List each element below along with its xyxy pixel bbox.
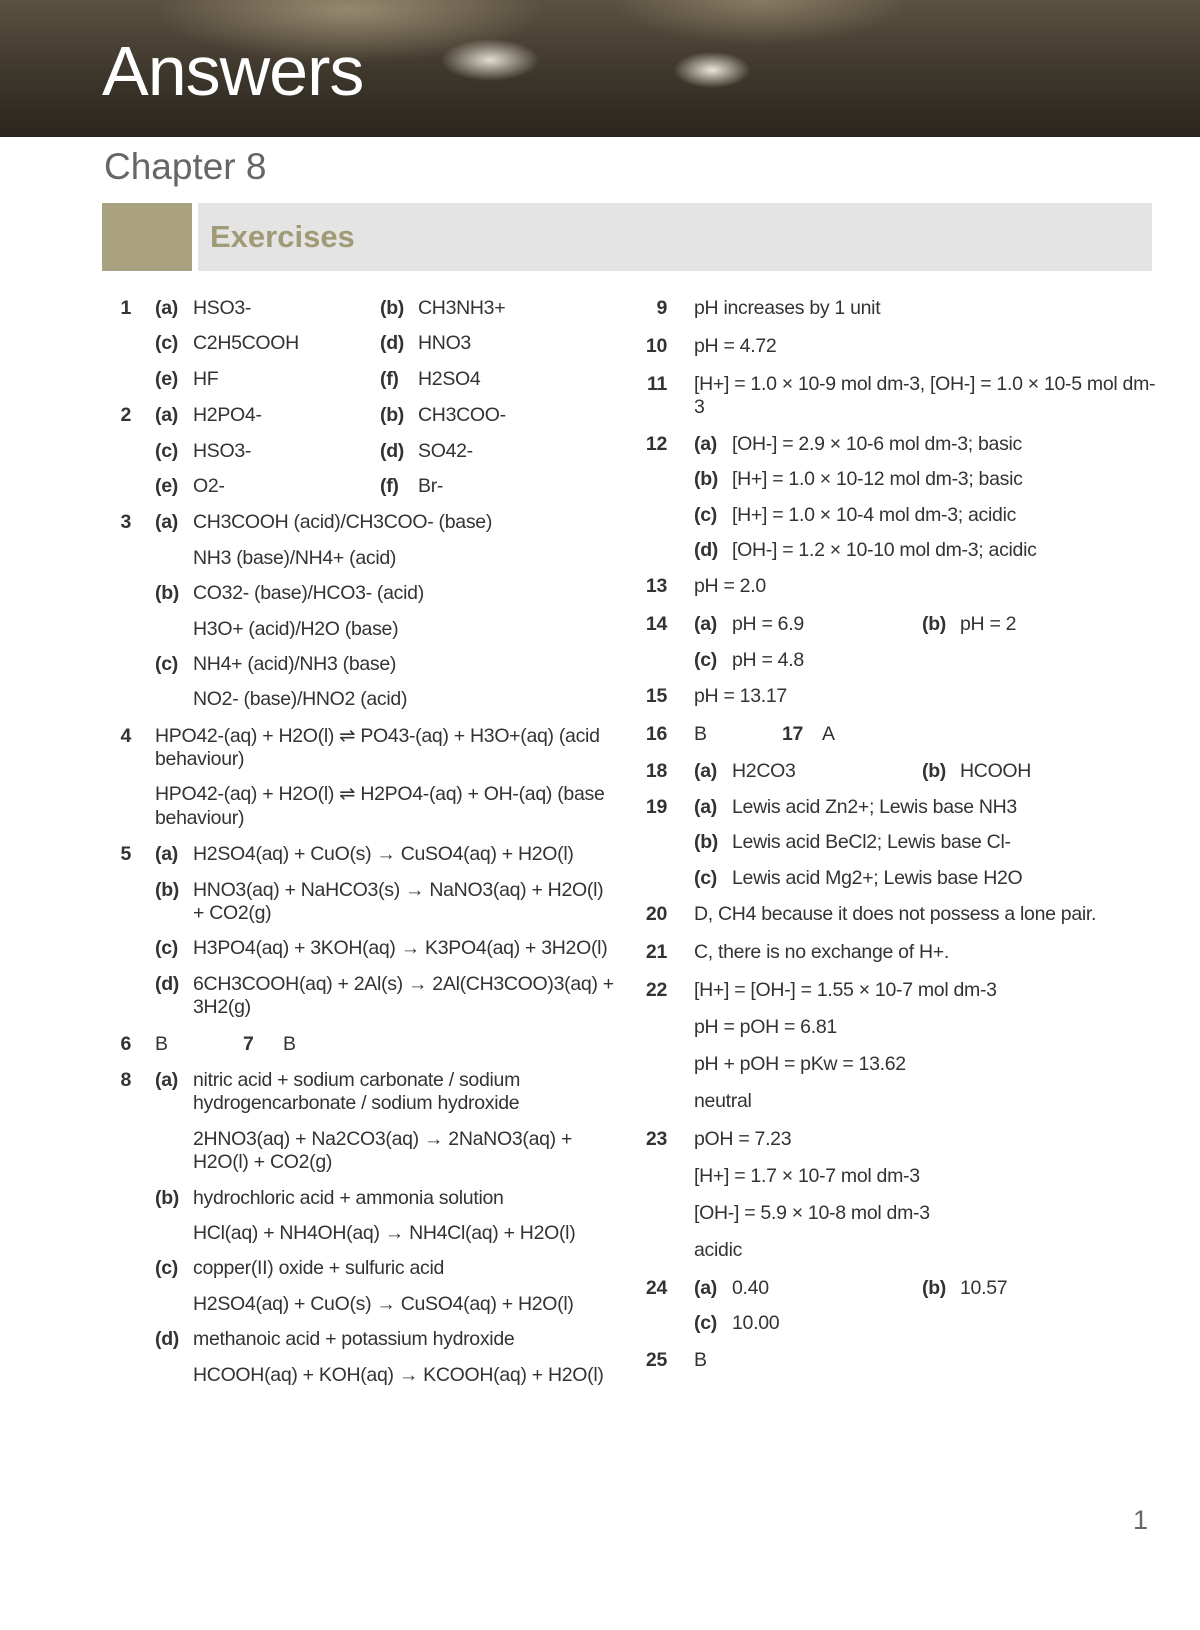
answer-text: Lewis acid Zn2+; Lewis base NH3 [732,795,1017,818]
answer-text: pOH = 7.23 [694,1128,792,1151]
answer-text: H2CO3 [732,759,796,782]
answer-text: [H+] = 1.0 × 10-12 mol dm-3; basic [732,468,1023,491]
part-label: (b) [922,613,946,636]
answer-8 [117,1069,617,1387]
answer-text: B [694,723,707,746]
answer-text: [H+] = [OH-] = 1.55 × 10-7 mol dm-3 [694,979,997,1002]
header-banner [0,0,1200,137]
part-label: (c) [694,1312,717,1335]
answer-23 [640,1128,1160,1264]
answer-text: CH3COO- [418,404,506,427]
question-number: 18 [645,759,667,782]
answer-text: HF [193,367,219,390]
answer-text: HPO42-(aq) + H2O(l) ⇌ H2PO4-(aq) + OH-(aq) (base behaviour) [155,783,605,829]
answer-text: hydrochloric acid + ammonia solution [193,1186,504,1209]
answer-text: H2PO4- [193,404,262,427]
question-number: 6 [120,1032,131,1055]
part-label: (b) [155,1186,179,1209]
answer-text: [OH-] = 1.2 × 10-10 mol dm-3; acidic [732,538,1037,561]
question-number: 5 [120,843,131,866]
answer-text: pH = 13.17 [694,685,787,708]
part-label: (b) [922,759,946,782]
answer-text: O2- [193,474,225,497]
part-label: (a) [155,297,178,319]
answer-text: H3PO4(aq) + 3KOH(aq) → K3PO4(aq) + 3H2O(l) [193,937,608,960]
part-label: (d) [380,332,404,355]
answer-text: H2SO4(aq) + CuO(s) → CuSO4(aq) + H2O(l) [193,843,574,866]
part-label: (c) [155,439,178,462]
answer-text: B [155,1032,168,1055]
part-label: (c) [694,866,717,889]
answer-text: [OH-] = 5.9 × 10-8 mol dm-3 [694,1202,930,1225]
part-label: (f) [380,367,399,390]
answer-2 [117,404,617,498]
answer-text: 2HNO3(aq) + Na2CO3(aq) → 2NaNO3(aq) + H2O(l) + CO2(g) [193,1127,573,1174]
question-number: 22 [645,979,667,1002]
answer-text: 6CH3COOH(aq) + 2Al(s) → 2Al(CH3COO)3(aq) + 3H2(g) [193,972,614,1019]
answer-21 [640,941,1160,966]
answer-6-7 [117,1033,617,1056]
answer-15 [640,685,1160,710]
question-number: 23 [645,1128,667,1151]
part-label: (c) [155,937,178,960]
part-label: (b) [922,1277,946,1300]
answer-text: [H+] = 1.0 × 10-9 mol dm-3, [OH-] = 1.0 × 10-5 mol dm-3 [694,373,1156,419]
answer-text: H2SO4(aq) + CuO(s) → CuSO4(aq) + H2O(l) [193,1292,574,1315]
answer-text: Lewis acid Mg2+; Lewis base H2O [732,866,1023,889]
answer-text: H3O+ (acid)/H2O (base) [193,617,399,640]
answer-18 [640,760,1160,783]
part-label: (f) [380,474,399,497]
part-label: (e) [155,367,178,390]
answer-text: nitric acid + sodium carbonate / sodium hydrogencarbonate / sodium hydroxide [193,1068,521,1115]
answer-11 [640,373,1160,420]
part-label: (c) [155,652,178,675]
answer-10 [640,335,1160,360]
question-number: 17 [782,723,804,746]
answer-1 [117,297,617,391]
answer-13 [640,575,1160,600]
answer-text: pH = 2 [960,613,1017,636]
answer-text: H2SO4 [418,367,481,390]
question-number: 3 [120,511,131,534]
answer-text: HNO3(aq) + NaHCO3(s) → NaNO3(aq) + H2O(l) + CO2(g) [193,878,604,925]
page-number: 1 [1132,1505,1148,1535]
answer-text: SO42- [418,439,473,462]
question-number: 8 [120,1068,131,1091]
answer-text: pH = 6.9 [732,613,804,636]
answer-text: B [283,1032,296,1055]
part-label: (a) [155,1068,178,1091]
answer-text: pH increases by 1 unit [694,297,881,319]
answer-text: pH = 4.72 [694,335,777,357]
answers-left-column [117,297,617,1400]
part-label: (b) [380,297,404,319]
part-label: (b) [155,878,179,901]
answer-text: [H+] = 1.7 × 10-7 mol dm-3 [694,1165,920,1188]
part-label: (c) [155,332,178,355]
part-label: (c) [694,648,717,671]
question-number: 15 [645,685,667,708]
answer-text: Br- [418,474,444,497]
part-label: (d) [694,538,718,561]
answers-right-column [640,297,1160,1387]
answer-4 [117,725,617,831]
answer-text: pH = 2.0 [694,575,766,598]
answer-text: HNO3 [418,332,471,355]
answer-text: pH = 4.8 [732,648,804,671]
part-label: (a) [155,404,178,427]
question-number: 16 [645,723,667,746]
answer-19 [640,796,1160,890]
answer-text: NH3 (base)/NH4+ (acid) [193,546,397,569]
answer-12 [640,433,1160,563]
part-label: (a) [694,759,717,782]
answer-9 [640,297,1160,322]
answer-text: HCOOH [960,759,1032,782]
section-title: Exercises [210,219,355,254]
part-label: (c) [694,503,717,526]
answer-text: CH3COOH (acid)/CH3COO- (base) [193,511,493,534]
answer-text: 10.57 [960,1277,1008,1300]
part-label: (a) [694,432,717,455]
answer-text: copper(II) oxide + sulfuric acid [193,1257,445,1280]
chapter-heading: Chapter 8 [104,146,267,187]
answer-5 [117,843,617,1019]
part-label: (e) [155,474,178,497]
question-number: 12 [645,432,667,455]
part-label: (a) [155,511,178,534]
answer-text: [OH-] = 2.9 × 10-6 mol dm-3; basic [732,432,1023,455]
question-number: 21 [645,941,667,964]
question-number: 25 [645,1348,667,1371]
answer-text: NH4+ (acid)/NH3 (base) [193,652,397,675]
answer-text: 0.40 [732,1277,769,1300]
answer-text: B [694,1348,707,1371]
answer-text: C2H5COOH [193,332,299,355]
question-number: 13 [645,575,667,598]
answer-22 [640,979,1160,1115]
answer-text: D, CH4 because it does not possess a lone pair. [694,903,1097,926]
section-bar [102,203,1152,271]
part-label: (b) [380,404,404,427]
question-number: 7 [243,1032,254,1055]
answer-text: pH + pOH = pKw = 13.62 [694,1053,906,1076]
answer-text: NO2- (base)/HNO2 (acid) [193,688,408,711]
question-number: 1 [120,297,131,319]
answer-text: CH3NH3+ [418,297,506,319]
part-label: (a) [155,843,178,866]
part-label: (d) [155,972,179,995]
answer-text: HSO3- [193,439,252,462]
section-swatch [102,203,192,271]
answer-text: Lewis acid BeCl2; Lewis base Cl- [732,831,1011,854]
answer-text: methanoic acid + potassium hydroxide [193,1328,515,1351]
answer-text: acidic [694,1239,743,1262]
part-label: (a) [694,1277,717,1300]
answer-24 [640,1277,1160,1336]
part-label: (c) [155,1257,178,1280]
answer-text: C, there is no exchange of H+. [694,941,949,964]
answer-text: pH = pOH = 6.81 [694,1016,837,1039]
question-number: 24 [645,1277,667,1300]
answer-text: A [822,723,835,746]
answer-text: HCOOH(aq) + KOH(aq) → KCOOH(aq) + H2O(l) [193,1363,604,1386]
part-label: (b) [694,468,718,491]
answer-text: HPO42-(aq) + H2O(l) ⇌ PO43-(aq) + H3O+(aq) (acid behaviour) [155,724,600,771]
answer-3 [117,511,617,711]
question-number: 19 [645,795,667,818]
part-label: (b) [694,831,718,854]
question-number: 2 [120,404,131,427]
part-label: (a) [694,613,717,636]
part-label: (b) [155,582,179,605]
answer-20 [640,903,1160,928]
question-number: 9 [656,297,667,319]
question-number: 11 [646,373,667,395]
answer-text: HCl(aq) + NH4OH(aq) → NH4Cl(aq) + H2O(l) [193,1221,576,1244]
answer-text: neutral [694,1090,752,1113]
part-label: (a) [694,795,717,818]
answer-16-17 [640,723,1160,746]
question-number: 20 [645,903,667,926]
answer-text: HSO3- [193,297,252,319]
answer-text: [H+] = 1.0 × 10-4 mol dm-3; acidic [732,503,1017,526]
banner-title: Answers [102,32,364,110]
part-label: (d) [380,439,404,462]
answer-text: CO32- (base)/HCO3- (acid) [193,582,424,605]
question-number: 4 [120,724,131,747]
part-label: (d) [155,1328,179,1351]
answer-text: 10.00 [732,1312,780,1335]
answer-25 [640,1349,1160,1374]
question-number: 10 [645,335,667,357]
answer-14 [640,613,1160,672]
question-number: 14 [645,613,667,636]
